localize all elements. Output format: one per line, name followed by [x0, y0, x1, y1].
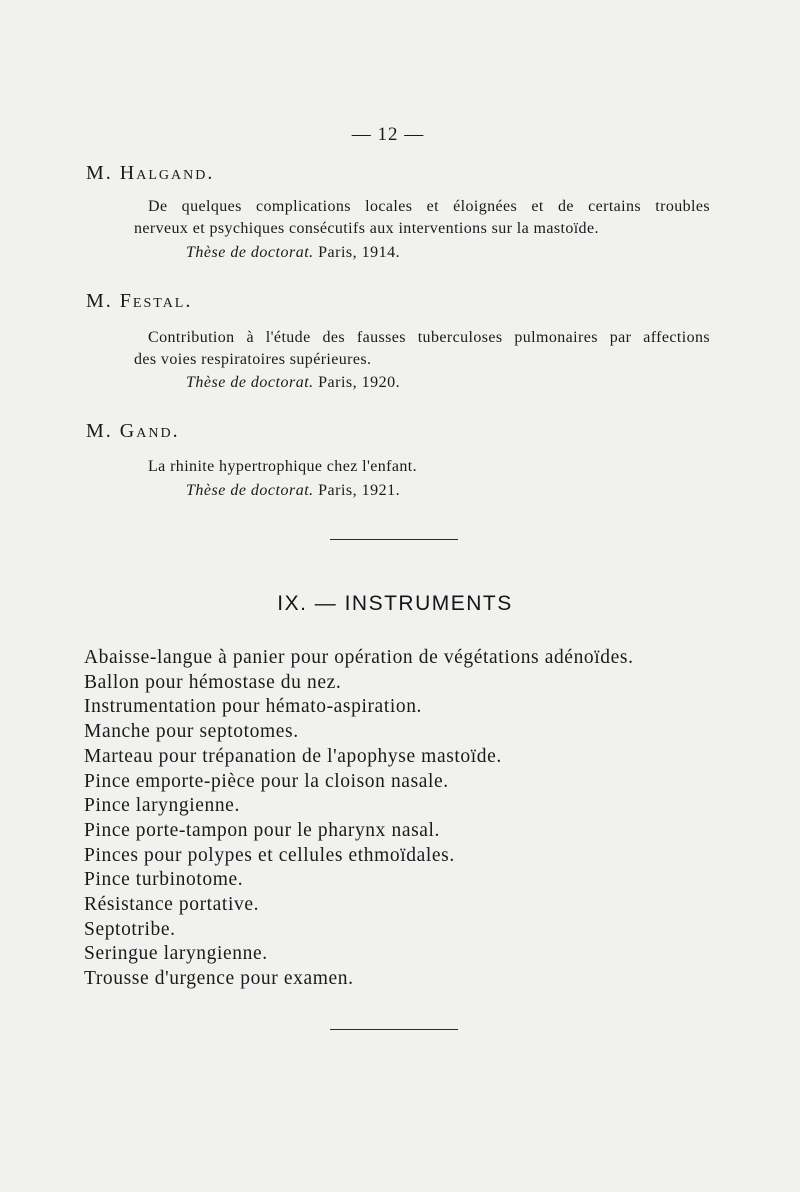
instrument-item: Instrumentation pour hémato-aspiration. — [84, 696, 423, 718]
instrument-item: Ballon pour hémostase du nez. — [84, 671, 342, 693]
reference-thesis — [186, 374, 400, 392]
thesis-label: Thèse de doctorat. — [186, 244, 314, 261]
thesis-label: Thèse de doctorat. — [186, 374, 314, 391]
reference-author-halgand — [86, 162, 214, 185]
instrument-item: Seringue laryngienne. — [84, 943, 268, 965]
instrument-item: Pince porte-tampon pour le pharynx nasal. — [84, 819, 441, 841]
reference-title-line: nerveux et psychiques consécutifs aux interventions sur la mastoïde. — [134, 220, 599, 237]
reference-author-festal — [86, 290, 192, 313]
reference-title-line: Contribution à l'étude des fausses tuberculoses pulmonaires par affections — [148, 329, 710, 346]
author-name: Halgand. — [119, 162, 215, 184]
reference-title-line: De quelques complications locales et éloignées et de certains troubles — [148, 198, 710, 215]
instrument-item: Abaisse-langue à panier pour opération de végétations adénoïdes. — [84, 647, 634, 668]
section-divider-rule — [330, 539, 458, 540]
author-prefix: M. — [86, 290, 120, 312]
instrument-item: Pince laryngienne. — [84, 795, 240, 817]
thesis-place: Paris, 1914. — [318, 244, 401, 261]
page-number: — 12 — — [351, 124, 425, 145]
author-prefix: M. — [86, 162, 120, 184]
author-name: Festal. — [119, 290, 193, 312]
reference-thesis — [186, 244, 400, 262]
instrument-item: Pince emporte-pièce pour la cloison nasale. — [84, 770, 449, 792]
instrument-list — [84, 646, 634, 992]
reference-title-line: des voies respiratoires supérieures. — [134, 351, 372, 368]
section-end-rule — [330, 1029, 458, 1030]
section-heading: IX. — INSTRUMENTS — [277, 592, 513, 615]
instrument-item: Pinces pour polypes et cellules ethmoïdales. — [84, 844, 455, 866]
instrument-item: Résistance portative. — [84, 894, 260, 916]
instrument-item: Pince turbinotome. — [84, 869, 244, 891]
reference-thesis — [186, 482, 400, 500]
thesis-place: Paris, 1921. — [318, 482, 401, 499]
reference-author-gand — [86, 420, 180, 443]
author-prefix: M. — [86, 420, 120, 442]
instrument-item: Manche pour septotomes. — [84, 721, 299, 743]
reference-title-line: La rhinite hypertrophique chez l'enfant. — [148, 458, 417, 475]
instrument-item: Septotribe. — [84, 918, 176, 940]
thesis-place: Paris, 1920. — [318, 374, 401, 391]
instrument-item: Marteau pour trépanation de l'apophyse mastoïde. — [84, 745, 502, 767]
thesis-label: Thèse de doctorat. — [186, 482, 314, 499]
author-name: Gand. — [119, 420, 180, 442]
instrument-item: Trousse d'urgence pour examen. — [84, 968, 354, 990]
